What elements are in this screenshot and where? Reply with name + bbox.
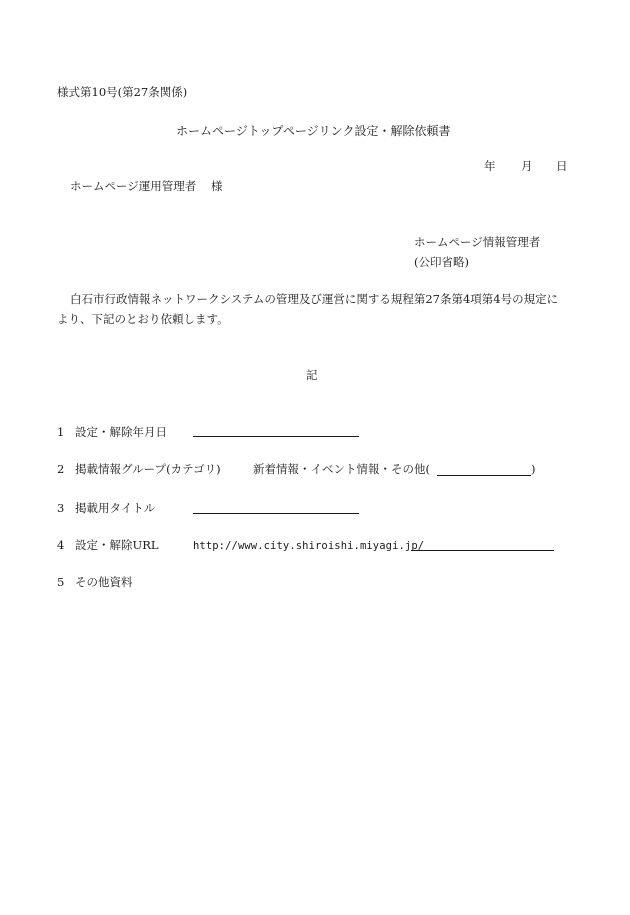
item-1-label: 設定・解除年月日 [75,425,167,439]
date-month: 月 [521,159,533,173]
item-4-number: 4 [57,538,65,552]
body-line-1: 白石市行政情報ネットワークシステムの管理及び運営に関する規程第27条第4項第4号の規定に [70,292,559,306]
seal-note: (公印省略) [414,255,469,269]
item-2-label: 掲載情報グループ(カテゴリ) [75,462,221,476]
item-1-blank-line [193,436,359,437]
item-5-label: その他資料 [75,575,133,589]
document-title: ホームページトップページリンク設定・解除依頼書 [176,124,451,138]
item-5-number: 5 [57,575,65,589]
form-number: 様式第10号(第27条関係) [57,85,188,99]
item-4-url-prefix: http://www.city.shiroishi.miyagi.jp/ [193,540,425,552]
ki-heading: 記 [306,368,318,382]
body-line-2: より、下記のとおり依頼します。 [57,312,229,326]
item-4-blank-line [411,550,554,551]
item-3-blank-line [193,513,359,514]
addressee-name: ホームページ運用管理者 [70,179,197,193]
item-2-blank-line [437,475,531,476]
item-4-label: 設定・解除URL [75,538,159,552]
date-year: 年 [484,159,496,173]
item-3-label: 掲載用タイトル [75,501,156,515]
item-1-number: 1 [57,425,65,439]
item-2-close-paren: ) [531,462,536,476]
item-2-number: 2 [57,462,65,476]
sender-role: ホームページ情報管理者 [414,235,541,249]
item-3-number: 3 [57,501,65,515]
date-day: 日 [556,159,568,173]
item-2-options: 新着情報・イベント情報・その他( [253,462,430,476]
addressee-honorific: 様 [211,179,223,193]
